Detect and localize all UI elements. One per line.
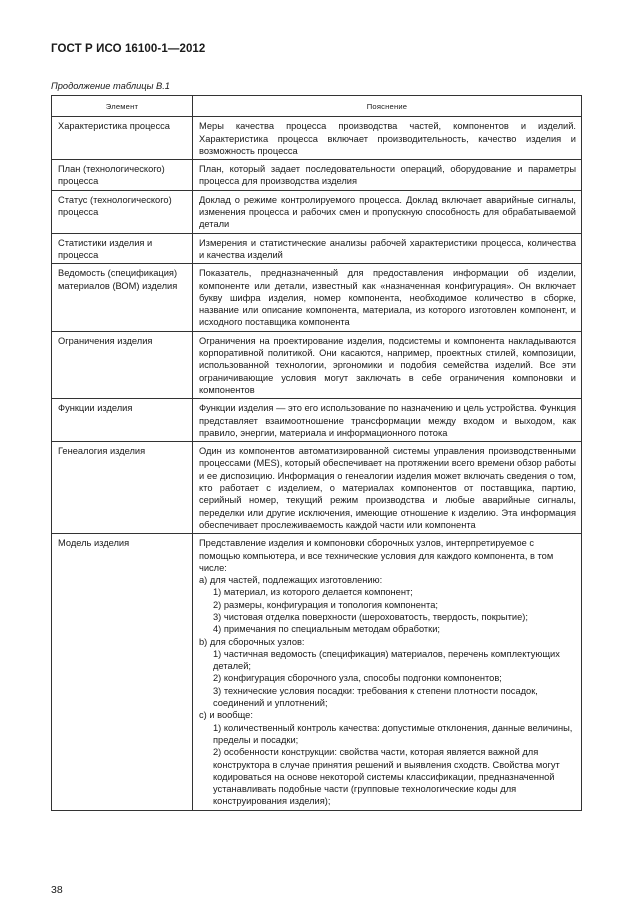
row-element: Статистики изделия и процесса <box>52 233 193 264</box>
table-row <box>52 233 582 264</box>
list-heading-c: c) и вообще: <box>199 710 253 721</box>
standard-header: ГОСТ Р ИСО 16100-1—2012 <box>51 43 206 55</box>
table-header-row <box>52 96 582 117</box>
table-row <box>52 160 582 191</box>
list-heading-a: a) для частей, подлежащих изготовлению: <box>199 575 383 586</box>
list-item: 1) частичная ведомость (спецификация) материалов, перечень комплектующих деталей; <box>213 648 560 672</box>
row-element: План (технологического) процесса <box>52 160 193 191</box>
list-item: 3) чистовая отделка поверхности (шероховатость, твердость, покрытие); <box>213 611 528 622</box>
table-row-product-model <box>52 534 582 811</box>
definitions-table <box>51 95 582 811</box>
list-heading-b: b) для сборочных узлов: <box>199 636 305 647</box>
row-explanation: Показатель, предназначенный для предоставления информации об изделии, компоненте или детали, известный как «назначенная конфигурация». Он включает букву шифра изделия, номер компонента, необходимое количество в сборке, название или описание компонента, материала, из которого изготовлен компонент, и исходного поставщика компонента <box>193 264 582 331</box>
page-number: 38 <box>51 884 63 896</box>
column-header-element: Элемент <box>52 96 193 117</box>
row-element: Статус (технологического) процесса <box>52 190 193 233</box>
row-element: Ограничения изделия <box>52 331 193 398</box>
row-explanation: Один из компонентов автоматизированной системы управления производственными процессами (MES), который обеспечивает на протяжении всего времени обзор работы и ее диспозицию. Информация о генеалогии изделия может включать сведения о том, кто работает с изделием, о материалах компонентов от поставщика, партию, серийный номер, текущий режим производства и любые аварийные сигналы, переделки или другие исключения, имеющие отношение к изделию. Эта информация обеспечивает прослеживаемость каждой части или компонента <box>193 442 582 534</box>
table-caption: Продолжение таблицы В.1 <box>51 81 170 91</box>
table-row <box>52 442 582 534</box>
row-explanation: План, который задает последовательности операций, оборудование и параметры процесса для производства изделия <box>193 160 582 191</box>
list-item: 2) размеры, конфигурация и топология компонента; <box>213 599 438 610</box>
column-header-explanation: Пояснение <box>193 96 582 117</box>
row-explanation: Доклад о режиме контролируемого процесса. Доклад включает аварийные сигналы, изменения процесса и рабочих смен и пропускную способность для обрабатываемой детали <box>193 190 582 233</box>
table-row <box>52 331 582 398</box>
table-row <box>52 117 582 160</box>
row-element: Функции изделия <box>52 399 193 442</box>
list-item: 1) материал, из которого делается компонент; <box>213 587 413 598</box>
row-explanation-list <box>193 534 582 811</box>
list-item: 2) конфигурация сборочного узла, способы подгонки компонентов; <box>213 673 502 684</box>
row-element: Генеалогия изделия <box>52 442 193 534</box>
table-row <box>52 399 582 442</box>
row-element: Ведомость (спецификация) материалов (ВОМ) изделия <box>52 264 193 331</box>
row-element: Характеристика процесса <box>52 117 193 160</box>
list-item: 4) примечания по специальным методам обработки; <box>213 624 441 635</box>
list-item: 1) количественный контроль качества: допустимые отклонения, данные величины, пределы и посадки; <box>213 722 573 745</box>
list-item: 3) технические условия посадки: требования к степени плотности посадок, соединений и уплотнений; <box>213 685 538 709</box>
list-item: 2) особенности конструкции: свойства части, которая является важной для конструктора в случае принятия решений и выявления сходств. Свойства могут кодироваться на основе некоторой системы классификации, предназначенной устанавливать подобные части (групповые технологические коды для конструирования изделия); <box>213 747 560 807</box>
row-explanation: Функции изделия — это его использование по назначению и цель устройства. Функция представляет взаимоотношение трансформации между входом и выходом, как правило, энергии, материала и информационного потока <box>193 399 582 442</box>
row-explanation: Меры качества процесса производства частей, компонентов и изделий. Характеристика процесса включает производительность, качество изделия и возможность процесса <box>193 117 582 160</box>
row-element: Модель изделия <box>52 534 193 811</box>
table-row <box>52 264 582 331</box>
model-intro: Представление изделия и компоновки сборочных узлов, интерпретируемое с помощью компьютера, и все технические условия для каждого компонента, в том числе: <box>199 538 554 573</box>
table-row <box>52 190 582 233</box>
row-explanation: Измерения и статистические анализы рабочей характеристики процесса, количества и качества изделий <box>193 233 582 264</box>
row-explanation: Ограничения на проектирование изделия, подсистемы и компонента накладываются корпоративной политикой. Они касаются, например, проектных стилей, композиции, использованной технологии, эргономики и подобия семейства изделий. Все эти ограничивающие условия могут заключать в себе ограничения компоновки и компонентов <box>193 331 582 398</box>
